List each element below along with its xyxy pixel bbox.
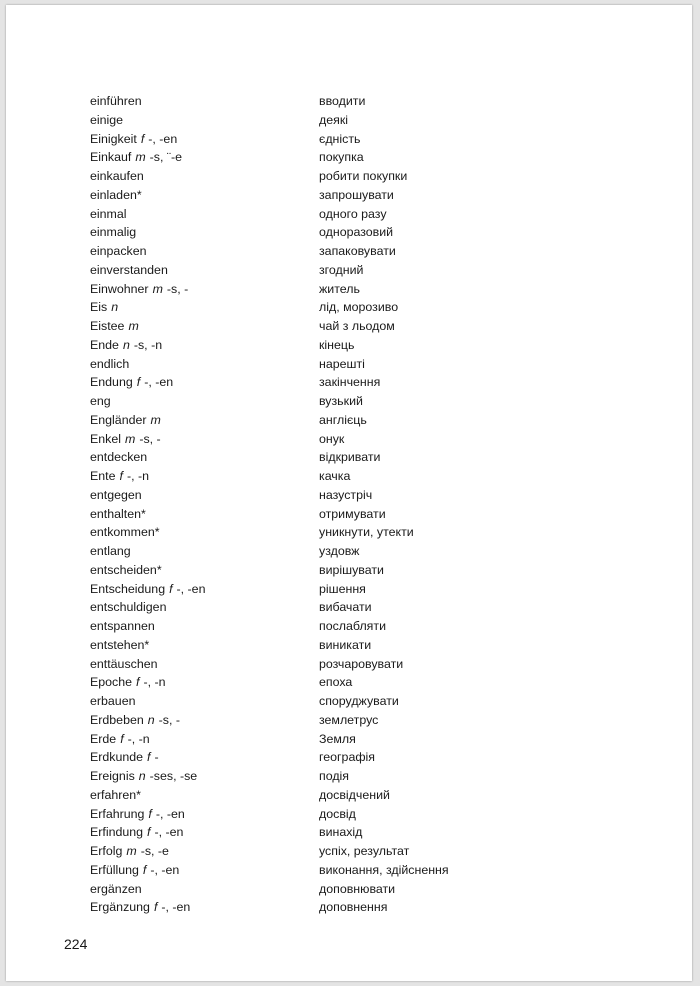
german-word: Erfahrung bbox=[90, 806, 145, 821]
german-term bbox=[90, 542, 131, 561]
german-term bbox=[90, 505, 146, 524]
german-term bbox=[90, 561, 162, 580]
german-term bbox=[90, 167, 144, 186]
german-word: einige bbox=[90, 112, 124, 127]
german-word: Epoche bbox=[90, 675, 133, 690]
ukrainian-translation: назустріч bbox=[319, 487, 373, 502]
german-term bbox=[90, 223, 136, 242]
grammatical-gender: n bbox=[147, 712, 155, 727]
vocabulary-entry bbox=[90, 692, 650, 711]
german-term bbox=[90, 673, 166, 692]
grammatical-gender: n bbox=[122, 337, 130, 352]
ukrainian-translation: згодний bbox=[319, 262, 364, 277]
german-term bbox=[90, 148, 182, 167]
vocabulary-entry bbox=[90, 111, 650, 130]
vocabulary-entry bbox=[90, 561, 650, 580]
ukrainian-translation: вводити bbox=[319, 94, 366, 108]
german-term bbox=[90, 692, 135, 711]
german-word: erbauen bbox=[90, 694, 136, 708]
german-term bbox=[90, 355, 129, 374]
ukrainian-translation: відкривати bbox=[319, 450, 381, 465]
german-term bbox=[90, 411, 161, 430]
ukrainian-translation: чай з льодом bbox=[319, 319, 395, 333]
german-word: erfahren* bbox=[90, 787, 141, 802]
german-word: Einigkeit bbox=[90, 131, 137, 146]
ukrainian-translation: доповнення bbox=[319, 900, 388, 915]
grammatical-gender: f bbox=[147, 750, 151, 765]
ukrainian-translation: одного разу bbox=[319, 206, 387, 221]
german-word: Eistee bbox=[90, 319, 125, 333]
vocabulary-entry bbox=[90, 205, 650, 224]
german-word: Ente bbox=[90, 469, 116, 483]
german-word: Ende bbox=[90, 337, 119, 352]
ukrainian-translation: отримувати bbox=[319, 506, 386, 521]
german-term bbox=[90, 242, 147, 261]
german-word: Erfolg bbox=[90, 844, 123, 858]
ukrainian-translation: лід, морозиво bbox=[319, 300, 399, 315]
vocabulary-list bbox=[90, 92, 650, 917]
plural-forms: -s, ¨-e bbox=[149, 150, 183, 165]
vocabulary-entry bbox=[90, 148, 650, 167]
vocabulary-entry bbox=[90, 317, 650, 336]
grammatical-gender: f bbox=[147, 825, 151, 840]
german-term bbox=[90, 786, 141, 805]
german-word: Enkel bbox=[90, 431, 121, 446]
vocabulary-entry bbox=[90, 280, 650, 299]
plural-forms: -ses, -se bbox=[149, 769, 198, 783]
german-term bbox=[90, 467, 149, 486]
ukrainian-translation: винахід bbox=[319, 825, 363, 840]
german-term bbox=[90, 580, 205, 599]
german-term bbox=[90, 205, 127, 224]
german-word: entgegen bbox=[90, 487, 142, 502]
german-term bbox=[90, 373, 173, 392]
german-word: Engländer bbox=[90, 412, 147, 427]
german-term bbox=[90, 655, 158, 674]
german-word: Einwohner bbox=[90, 281, 149, 296]
vocabulary-entry bbox=[90, 598, 650, 617]
ukrainian-translation: англієць bbox=[319, 412, 367, 427]
german-word: eng bbox=[90, 394, 111, 408]
vocabulary-entry bbox=[90, 355, 650, 374]
ukrainian-translation: виконання, здійснення bbox=[319, 862, 449, 877]
ukrainian-translation: одноразовий bbox=[319, 225, 394, 240]
german-term bbox=[90, 748, 159, 767]
german-term bbox=[90, 598, 166, 617]
german-term bbox=[90, 842, 169, 861]
grammatical-gender: f bbox=[148, 806, 152, 821]
german-term bbox=[90, 392, 111, 411]
vocabulary-entry bbox=[90, 823, 650, 842]
ukrainian-translation: кінець bbox=[319, 337, 355, 352]
grammatical-gender: f bbox=[169, 581, 173, 596]
grammatical-gender: f bbox=[119, 469, 123, 483]
german-term bbox=[90, 261, 168, 280]
ukrainian-translation: онук bbox=[319, 431, 345, 446]
ukrainian-translation: житель bbox=[319, 281, 360, 296]
plural-forms: -s, -e bbox=[140, 844, 169, 858]
german-term bbox=[90, 523, 160, 542]
ukrainian-translation: подія bbox=[319, 769, 350, 783]
vocabulary-entry bbox=[90, 880, 650, 899]
german-term bbox=[90, 861, 179, 880]
ukrainian-translation: вибачати bbox=[319, 600, 372, 615]
german-word: entspannen bbox=[90, 619, 155, 633]
german-word: enthalten* bbox=[90, 506, 146, 521]
german-term bbox=[90, 280, 188, 299]
german-word: einkaufen bbox=[90, 169, 144, 183]
german-term bbox=[90, 111, 123, 130]
vocabulary-entry bbox=[90, 261, 650, 280]
ukrainian-translation: єдність bbox=[319, 131, 361, 146]
ukrainian-translation: покупка bbox=[319, 150, 364, 165]
ukrainian-translation: уздовж bbox=[319, 544, 360, 558]
german-word: endlich bbox=[90, 356, 130, 371]
german-term bbox=[90, 880, 142, 899]
german-term bbox=[90, 898, 190, 917]
german-term bbox=[90, 336, 162, 355]
vocabulary-entry bbox=[90, 486, 650, 505]
vocabulary-entry bbox=[90, 861, 650, 880]
vocabulary-entry bbox=[90, 842, 650, 861]
german-word: Ereignis bbox=[90, 769, 135, 783]
plural-forms: -, -en bbox=[155, 806, 185, 821]
plural-forms: -, -n bbox=[127, 731, 150, 746]
plural-forms: - bbox=[154, 750, 159, 765]
plural-forms: -, -en bbox=[148, 131, 178, 146]
ukrainian-translation: землетрус bbox=[319, 712, 379, 727]
ukrainian-translation: досвід bbox=[319, 806, 356, 821]
german-term bbox=[90, 767, 197, 786]
ukrainian-translation: рішення bbox=[319, 581, 366, 596]
plural-forms: -s, - bbox=[139, 431, 161, 446]
german-word: Endung bbox=[90, 375, 133, 390]
ukrainian-translation: споруджувати bbox=[319, 694, 399, 708]
plural-forms: -, -n bbox=[143, 675, 166, 690]
ukrainian-translation: деякі bbox=[319, 112, 349, 127]
ukrainian-translation: доповнювати bbox=[319, 881, 396, 896]
vocabulary-entry bbox=[90, 730, 650, 749]
grammatical-gender: m bbox=[126, 844, 137, 858]
german-word: Erfüllung bbox=[90, 862, 139, 877]
german-word: entstehen* bbox=[90, 637, 150, 652]
german-word: Erdbeben bbox=[90, 712, 144, 727]
german-word: Eis bbox=[90, 300, 108, 315]
german-word: einmal bbox=[90, 206, 127, 221]
vocabulary-entry bbox=[90, 336, 650, 355]
german-term bbox=[90, 617, 155, 636]
german-term bbox=[90, 823, 183, 842]
grammatical-gender: m bbox=[152, 281, 163, 296]
vocabulary-entry bbox=[90, 392, 650, 411]
plural-forms: -, -en bbox=[144, 375, 174, 390]
grammatical-gender: f bbox=[136, 675, 140, 690]
grammatical-gender: m bbox=[128, 319, 139, 333]
german-word: enttäuschen bbox=[90, 656, 158, 671]
ukrainian-translation: географія bbox=[319, 750, 375, 765]
ukrainian-translation: досвідчений bbox=[319, 787, 390, 802]
german-word: entlang bbox=[90, 544, 131, 558]
ukrainian-translation: нарешті bbox=[319, 356, 365, 371]
vocabulary-entry bbox=[90, 523, 650, 542]
german-term bbox=[90, 130, 177, 149]
german-term bbox=[90, 636, 149, 655]
vocabulary-entry bbox=[90, 242, 650, 261]
german-word: entkommen* bbox=[90, 525, 160, 540]
grammatical-gender: m bbox=[135, 150, 146, 165]
german-term bbox=[90, 486, 142, 505]
grammatical-gender: n bbox=[138, 769, 146, 783]
ukrainian-translation: виникати bbox=[319, 637, 372, 652]
german-term bbox=[90, 448, 147, 467]
german-word: entscheiden* bbox=[90, 562, 162, 577]
german-word: einmalig bbox=[90, 225, 137, 240]
page-number: 224 bbox=[64, 936, 88, 952]
vocabulary-entry bbox=[90, 898, 650, 917]
plural-forms: -s, -n bbox=[133, 337, 163, 352]
grammatical-gender: f bbox=[136, 375, 141, 390]
grammatical-gender: f bbox=[142, 862, 147, 877]
vocabulary-entry bbox=[90, 411, 650, 430]
german-word: Entscheidung bbox=[90, 581, 166, 596]
german-word: einladen* bbox=[90, 187, 142, 202]
vocabulary-entry bbox=[90, 748, 650, 767]
grammatical-gender: m bbox=[150, 412, 161, 427]
vocabulary-entry bbox=[90, 542, 650, 561]
ukrainian-translation: послабляти bbox=[319, 619, 386, 633]
vocabulary-entry bbox=[90, 223, 650, 242]
ukrainian-translation: епоха bbox=[319, 675, 353, 690]
grammatical-gender: f bbox=[153, 900, 158, 915]
german-word: einführen bbox=[90, 94, 142, 108]
ukrainian-translation: качка bbox=[319, 469, 351, 483]
grammatical-gender: m bbox=[125, 431, 136, 446]
ukrainian-translation: робити покупки bbox=[319, 169, 408, 183]
ukrainian-translation: вузький bbox=[319, 394, 363, 408]
vocabulary-entry bbox=[90, 448, 650, 467]
german-word: einverstanden bbox=[90, 262, 168, 277]
plural-forms: -, -en bbox=[154, 825, 184, 840]
ukrainian-translation: закінчення bbox=[319, 375, 381, 390]
vocabulary-entry bbox=[90, 92, 650, 111]
plural-forms: -, -en bbox=[176, 581, 206, 596]
vocabulary-entry bbox=[90, 130, 650, 149]
vocabulary-entry bbox=[90, 711, 650, 730]
grammatical-gender: n bbox=[111, 300, 119, 315]
vocabulary-entry bbox=[90, 805, 650, 824]
german-word: einpacken bbox=[90, 244, 147, 258]
german-word: Erfindung bbox=[90, 825, 144, 840]
german-term bbox=[90, 186, 142, 205]
german-term bbox=[90, 317, 139, 336]
vocabulary-entry bbox=[90, 298, 650, 317]
ukrainian-translation: розчаровувати bbox=[319, 656, 404, 671]
ukrainian-translation: Земля bbox=[319, 731, 356, 746]
plural-forms: -, -n bbox=[126, 469, 149, 483]
ukrainian-translation: уникнути, утекти bbox=[319, 525, 414, 540]
vocabulary-entry bbox=[90, 617, 650, 636]
vocabulary-entry bbox=[90, 673, 650, 692]
german-word: Erde bbox=[90, 731, 117, 746]
german-word: Erdkunde bbox=[90, 750, 144, 765]
plural-forms: -, -en bbox=[150, 862, 180, 877]
german-term bbox=[90, 92, 142, 111]
german-word: entdecken bbox=[90, 450, 148, 465]
ukrainian-translation: вирішувати bbox=[319, 562, 384, 577]
german-word: Einkauf bbox=[90, 150, 132, 165]
plural-forms: -s, - bbox=[158, 712, 180, 727]
ukrainian-translation: запрошувати bbox=[319, 187, 394, 202]
vocabulary-entry bbox=[90, 373, 650, 392]
plural-forms: -, -en bbox=[161, 900, 191, 915]
dictionary-page bbox=[6, 5, 692, 981]
vocabulary-entry bbox=[90, 580, 650, 599]
vocabulary-entry bbox=[90, 786, 650, 805]
grammatical-gender: f bbox=[140, 131, 145, 146]
grammatical-gender: f bbox=[120, 731, 124, 746]
vocabulary-entry bbox=[90, 467, 650, 486]
ukrainian-translation: успіх, результат bbox=[319, 844, 410, 858]
german-word: Ergänzung bbox=[90, 900, 150, 915]
ukrainian-translation: запаковувати bbox=[319, 244, 396, 258]
vocabulary-entry bbox=[90, 167, 650, 186]
german-term bbox=[90, 430, 161, 449]
plural-forms: -s, - bbox=[166, 281, 189, 296]
german-term bbox=[90, 730, 150, 749]
german-term bbox=[90, 805, 185, 824]
german-word: ergänzen bbox=[90, 881, 142, 896]
german-term bbox=[90, 298, 118, 317]
vocabulary-entry bbox=[90, 186, 650, 205]
vocabulary-entry bbox=[90, 505, 650, 524]
german-term bbox=[90, 711, 180, 730]
vocabulary-entry bbox=[90, 430, 650, 449]
vocabulary-entry bbox=[90, 655, 650, 674]
german-word: entschuldigen bbox=[90, 600, 167, 615]
vocabulary-entry bbox=[90, 767, 650, 786]
vocabulary-entry bbox=[90, 636, 650, 655]
